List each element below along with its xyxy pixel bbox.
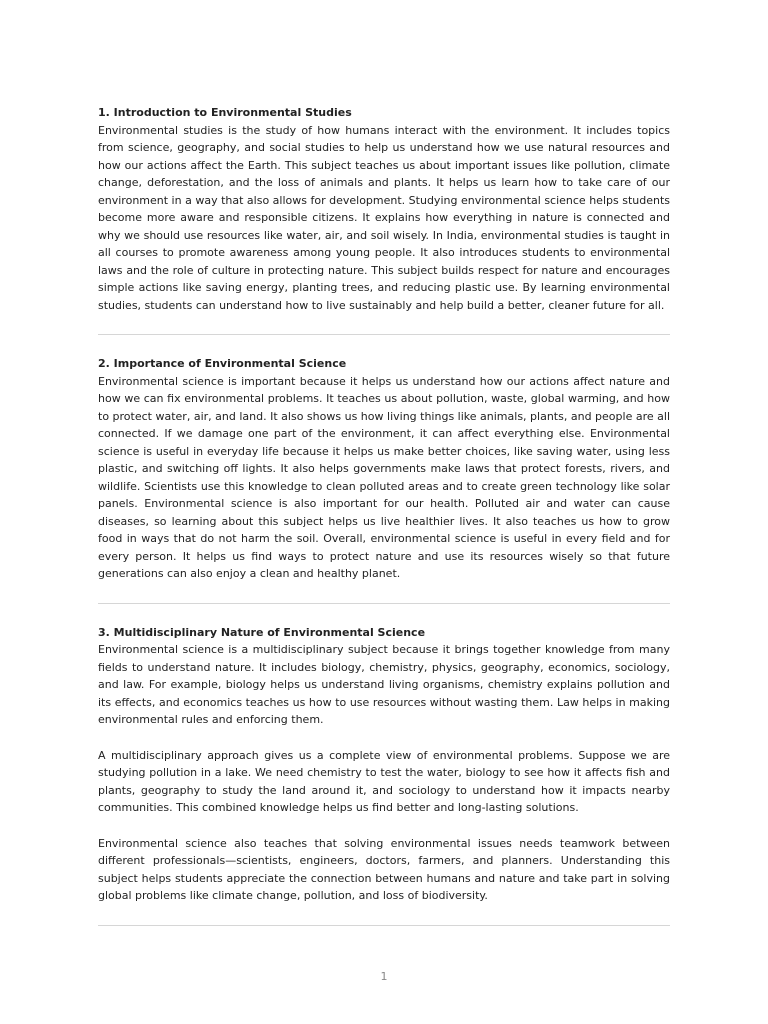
section-paragraph: Environmental science also teaches that solving environmental issues needs teamwork between different professionals—scientists, engineers, doctors, farmers, and planners. Understanding this subject helps students appreciate the connection between humans and nature and take part in solving global problems like climate change, pollution, and loss of biodiversity.: [98, 836, 670, 902]
section-paragraph: Environmental science is a multidisciplinary subject because it brings together knowledge from many fields to understand nature. It includes biology, chemistry, physics, geography, economics, sociology, and law. For example, biology helps us understand living organisms, chemistry explains pollution and its effects, and economics teaches us how to use resources without wasting them. Law helps in making environmental rules and enforcing them.: [98, 643, 670, 726]
section-divider: [98, 925, 670, 926]
section-title: 2. Importance of Environmental Science: [98, 357, 347, 370]
section-title: 3. Multidisciplinary Nature of Environmental Science: [98, 625, 426, 639]
section-paragraph: A multidisciplinary approach gives us a complete view of environmental problems. Suppose we are studying pollution in a lake. We need chemistry to test the water, biology to see how it affects fish and plants, geography to study the land around it, and sociology to understand how it impacts nearby communities. This combined knowledge helps us find better and long-lasting solutions.: [98, 748, 670, 814]
section-importance: [98, 355, 670, 583]
section-paragraph: Environmental studies is the study of how humans interact with the environment. It includes topics from science, geography, and social studies to help us understand how we use natural resources and how our actions affect the Earth. This subject teaches us about important issues like pollution, climate change, deforestation, and the loss of animals and plants. It helps us learn how to take care of our environment in a way that also allows for development. Studying environmental science helps students become more aware and responsible citizens. It explains how everything in nature is connected and why we should use resources like water, air, and soil wisely. In India, environmental studies is taught in all courses to promote awareness among young people. It also introduces students to environmental laws and the role of culture in protecting nature. This subject builds respect for nature and encourages simple actions like saving energy, planting trees, and reducing plastic use. By learning environmental studies, students can understand how to live sustainably and help build a better, cleaner future for all.: [98, 123, 670, 312]
page-number: 1: [380, 970, 388, 983]
section-title: 1. Introduction to Environmental Studies: [98, 106, 352, 119]
document-page: [98, 104, 670, 926]
section-introduction: [98, 104, 670, 314]
section-paragraph: Environmental science is important because it helps us understand how our actions affect nature and how we can fix environmental problems. It teaches us about pollution, waste, global warming, and how to protect water, air, and land. It also shows us how living things like animals, plants, and people are all connected. If we damage one part of the environment, it can affect everything else. Environmental science is useful in everyday life because it helps us make better choices, like saving water, using less plastic, and switching off lights. It also helps governments make laws that protect forests, rivers, and wildlife. Scientists use this knowledge to clean polluted areas and to create green technology like solar panels. Environmental science is also important for our health. Polluted air and water can cause diseases, so learning about this subject helps us live healthier lives. It also teaches us how to grow food in ways that do not harm the soil. Overall, environmental science is useful in every field and for every person. It helps us find ways to protect nature and use its resources wisely so that future generations can also enjoy a clean and healthy planet.: [98, 374, 670, 580]
section-multidisciplinary: [98, 624, 670, 905]
